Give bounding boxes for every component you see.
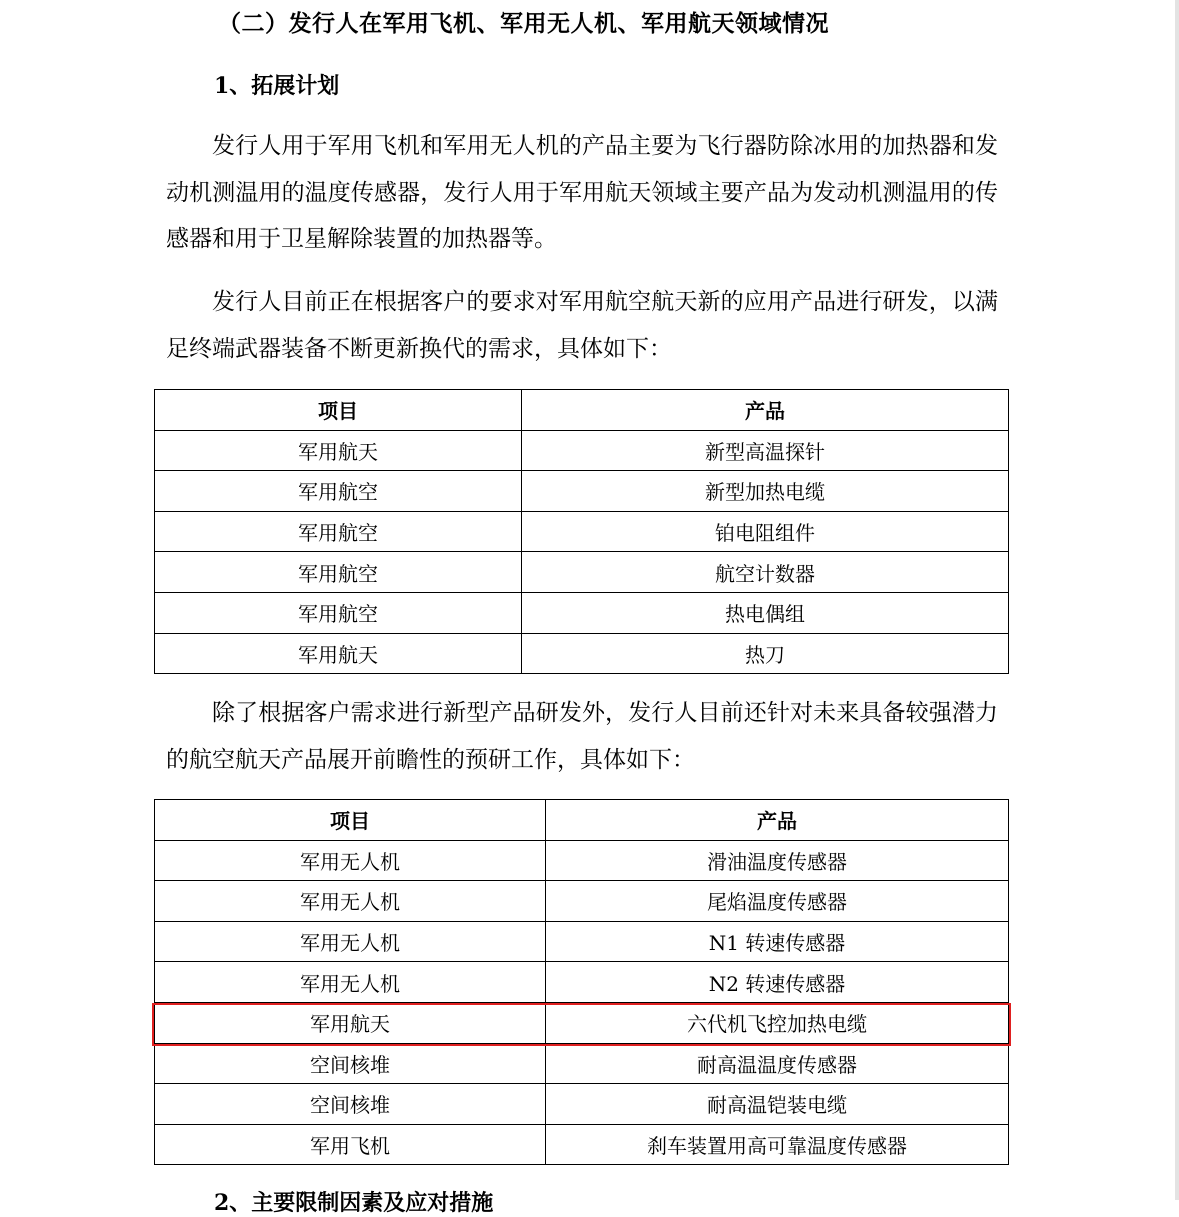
table-row <box>155 1084 1009 1125</box>
cell-project: 军用航天 <box>155 1002 546 1043</box>
cell-product: 新型加热电缆 <box>522 471 1009 512</box>
cell-project: 军用航空 <box>155 471 522 512</box>
table-row <box>155 592 1009 633</box>
cell-product: 铂电阻组件 <box>522 511 1009 552</box>
table-row <box>155 840 1009 881</box>
cell-product: 新型高温探针 <box>522 430 1009 471</box>
table-row <box>155 881 1009 922</box>
table-row <box>155 511 1009 552</box>
table-header-row <box>155 390 1009 431</box>
cell-product: 滑油温度传感器 <box>546 840 1009 881</box>
table-row <box>155 1124 1009 1165</box>
cell-project: 军用航空 <box>155 511 522 552</box>
header-product: 产品 <box>546 800 1009 841</box>
header-project: 项目 <box>155 390 522 431</box>
header-product: 产品 <box>522 390 1009 431</box>
pre-research-table <box>154 799 1009 1165</box>
cell-product: 耐高温温度传感器 <box>546 1043 1009 1084</box>
cell-project: 军用航空 <box>155 552 522 593</box>
cell-product: 热刀 <box>522 633 1009 674</box>
cell-product: N1 转速传感器 <box>546 921 1009 962</box>
table-row <box>155 471 1009 512</box>
section-heading: （二）发行人在军用飞机、军用无人机、军用航天领域情况 <box>218 10 829 37</box>
cell-project: 军用飞机 <box>155 1124 546 1165</box>
cell-product: 尾焰温度传感器 <box>546 881 1009 922</box>
table-row <box>155 921 1009 962</box>
table-row <box>155 430 1009 471</box>
cell-project: 军用无人机 <box>155 921 546 962</box>
paragraph-2: 发行人目前正在根据客户的要求对军用航空航天新的应用产品进行研发，以满足终端武器装备不断更新换代的需求，具体如下： <box>166 289 998 362</box>
cell-project: 军用航天 <box>155 430 522 471</box>
subsection-heading: 1、拓展计划 <box>214 73 340 99</box>
cell-product: 耐高温铠装电缆 <box>546 1084 1009 1125</box>
table-row <box>155 633 1009 674</box>
cell-project: 军用航天 <box>155 633 522 674</box>
cell-project: 空间核堆 <box>155 1084 546 1125</box>
cell-product: 刹车装置用高可靠温度传感器 <box>546 1124 1009 1165</box>
cell-project: 军用无人机 <box>155 962 546 1003</box>
table-row <box>155 552 1009 593</box>
scrollbar[interactable] <box>1175 0 1179 1200</box>
cell-product: 航空计数器 <box>522 552 1009 593</box>
header-project: 项目 <box>155 800 546 841</box>
cell-product: N2 转速传感器 <box>546 962 1009 1003</box>
cell-product: 热电偶组 <box>522 592 1009 633</box>
paragraph-3: 除了根据客户需求进行新型产品研发外，发行人目前还针对未来具备较强潜力的航空航天产品展开前瞻性的预研工作，具体如下： <box>166 700 998 773</box>
cell-product: 六代机飞控加热电缆 <box>546 1002 1009 1043</box>
table-row <box>155 1043 1009 1084</box>
cell-project: 空间核堆 <box>155 1043 546 1084</box>
cell-project: 军用航空 <box>155 592 522 633</box>
next-subsection-heading: 2、主要限制因素及应对措施 <box>214 1190 494 1216</box>
paragraph-1: 发行人用于军用飞机和军用无人机的产品主要为飞行器防除冰用的加热器和发动机测温用的温度传感器，发行人用于军用航天领域主要产品为发动机测温用的传感器和用于卫星解除装置的加热器等。 <box>166 133 998 252</box>
table-row <box>155 1002 1009 1043</box>
cell-project: 军用无人机 <box>155 840 546 881</box>
research-table <box>154 389 1009 674</box>
cell-project: 军用无人机 <box>155 881 546 922</box>
table-header-row <box>155 800 1009 841</box>
table-row <box>155 962 1009 1003</box>
